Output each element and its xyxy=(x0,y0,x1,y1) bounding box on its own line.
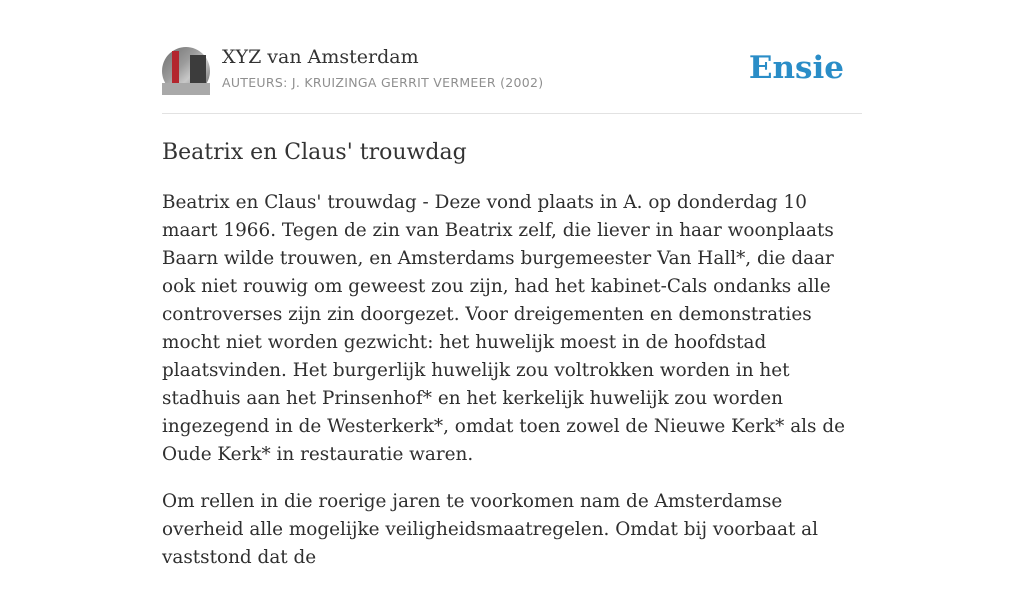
entry-paragraph: Om rellen in die roerige jaren te voorkomen nam de Amsterdamse overheid alle mogelijke veiligheidsmaatregelen. Omdat bij voorbaat al vaststond dat de xyxy=(162,491,819,568)
avatar-road xyxy=(162,83,210,95)
ensie-logo[interactable]: Ensie xyxy=(748,50,844,86)
entry-paragraph: Beatrix en Claus' trouwdag - Deze vond plaats in A. op donderdag 10 maart 1966. Tegen de zin van Beatrix zelf, die liever in haar woonplaats Baarn wilde trouwen, en Amsterdams burgemeester Van Hall*, die daar ook niet rouwig om geweest zou zijn, had het kabinet-Cals ondanks alle controverses zijn zin doorgezet. Voor dreigementen en demonstraties mocht niet worden gezwicht: het huwelijk moest in de hoofdstad plaatsvinden. Het burgerlijk huwelijk zou voltrokken worden in het stadhuis aan het Prinsenhof* en het kerkelijk huwelijk zou worden ingezegend in de Westerkerk*, omdat toen zowel de Nieuwe Kerk* als de Oude Kerk* in restauratie waren. xyxy=(162,192,845,465)
book-title[interactable]: XYZ van Amsterdam xyxy=(222,46,419,68)
entry-body xyxy=(162,189,862,572)
authors-line: AUTEURS: J. KRUIZINGA GERRIT VERMEER (2002) xyxy=(222,75,544,90)
page-container xyxy=(162,0,862,591)
header xyxy=(162,0,862,114)
entry-title: Beatrix en Claus' trouwdag xyxy=(162,140,467,165)
book-cover-avatar[interactable] xyxy=(162,47,210,95)
